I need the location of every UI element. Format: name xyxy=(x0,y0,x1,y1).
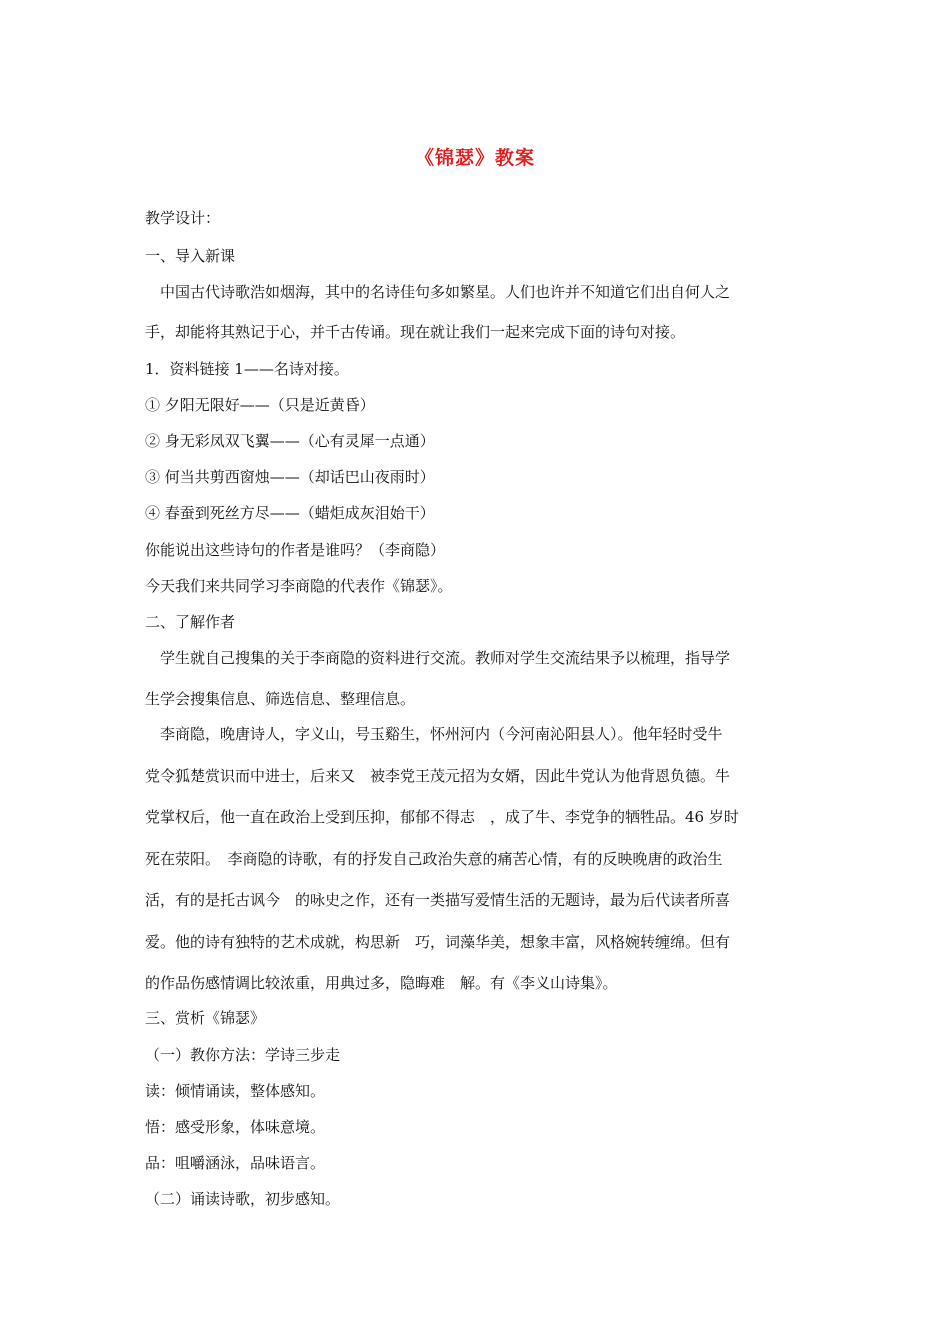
section-heading-1: 一、导入新课 xyxy=(145,247,236,265)
step-understand: 悟：感受形象，体味意境。 xyxy=(145,1118,326,1136)
today-line: 今天我们来共同学习李商隐的代表作《锦瑟》。 xyxy=(145,577,453,595)
poem-line-4: ④ 春蚕到死丝方尽——（蜡炬成灰泪始干） xyxy=(145,504,435,522)
author-bio-line-4: 死在荥阳。 李商隐的诗歌，有的抒发自己政治失意的痛苦心情，有的反映晚唐的政治生 xyxy=(145,850,723,868)
author-bio-line-3: 党掌权后，他一直在政治上受到压抑，郁郁不得志 ，成了牛、李党争的牺牲品。46 岁时 xyxy=(145,808,739,826)
step-savor: 品：咀嚼涵泳，品味语言。 xyxy=(145,1154,326,1172)
author-bio-line-1: 李商隐，晚唐诗人，字义山，号玉谿生，怀州河内（今河南沁阳县人）。他年轻时受牛 xyxy=(160,725,723,743)
subsection-2: （二）诵读诗歌，初步感知。 xyxy=(145,1190,341,1208)
author-bio-line-5: 活，有的是托古讽今 的咏史之作，还有一类描写爱情生活的无题诗，最为后代读者所喜 xyxy=(145,891,731,909)
section-heading-2: 二、了解作者 xyxy=(145,613,236,631)
intro-paragraph-line-1: 中国古代诗歌浩如烟海，其中的名诗佳句多如繁星。人们也许并不知道它们出自何人之 xyxy=(160,283,731,301)
exchange-paragraph-line-2: 生学会搜集信息、筛选信息、整理信息。 xyxy=(145,690,416,708)
poem-line-2: ② 身无彩凤双飞翼——（心有灵犀一点通） xyxy=(145,432,435,450)
poem-line-3: ③ 何当共剪西窗烛——（却话巴山夜雨时） xyxy=(145,468,435,486)
author-bio-line-6: 爱。他的诗有独特的艺术成就，构思新 巧，词藻华美，想象丰富，风格婉转缠绵。但有 xyxy=(145,933,731,951)
author-bio-line-2: 党令狐楚赏识而中进士，后来又 被李党王茂元招为女婿，因此牛党认为他背恩负德。牛 xyxy=(145,767,731,785)
step-read: 读：倾情诵读，整体感知。 xyxy=(145,1082,326,1100)
list-item-1: 1．资料链接 1——名诗对接。 xyxy=(145,360,349,378)
intro-paragraph-line-2: 手，却能将其熟记于心，并千古传诵。现在就让我们一起来完成下面的诗句对接。 xyxy=(145,323,686,341)
teaching-design-label: 教学设计： xyxy=(145,209,221,227)
section-heading-3: 三、赏析《锦瑟》 xyxy=(145,1009,266,1027)
exchange-paragraph-line-1: 学生就自己搜集的关于李商隐的资料进行交流。教师对学生交流结果予以梳理，指导学 xyxy=(160,649,731,667)
poem-line-1: ① 夕阳无限好——（只是近黄昏） xyxy=(145,396,375,414)
document-title: 《锦瑟》教案 xyxy=(414,147,535,169)
author-question: 你能说出这些诗句的作者是谁吗？（李商隐） xyxy=(145,541,446,559)
author-bio-line-7: 的作品伤感情调比较浓重，用典过多，隐晦难 解。有《李义山诗集》。 xyxy=(145,974,618,992)
subsection-1: （一）教你方法：学诗三步走 xyxy=(145,1046,341,1064)
